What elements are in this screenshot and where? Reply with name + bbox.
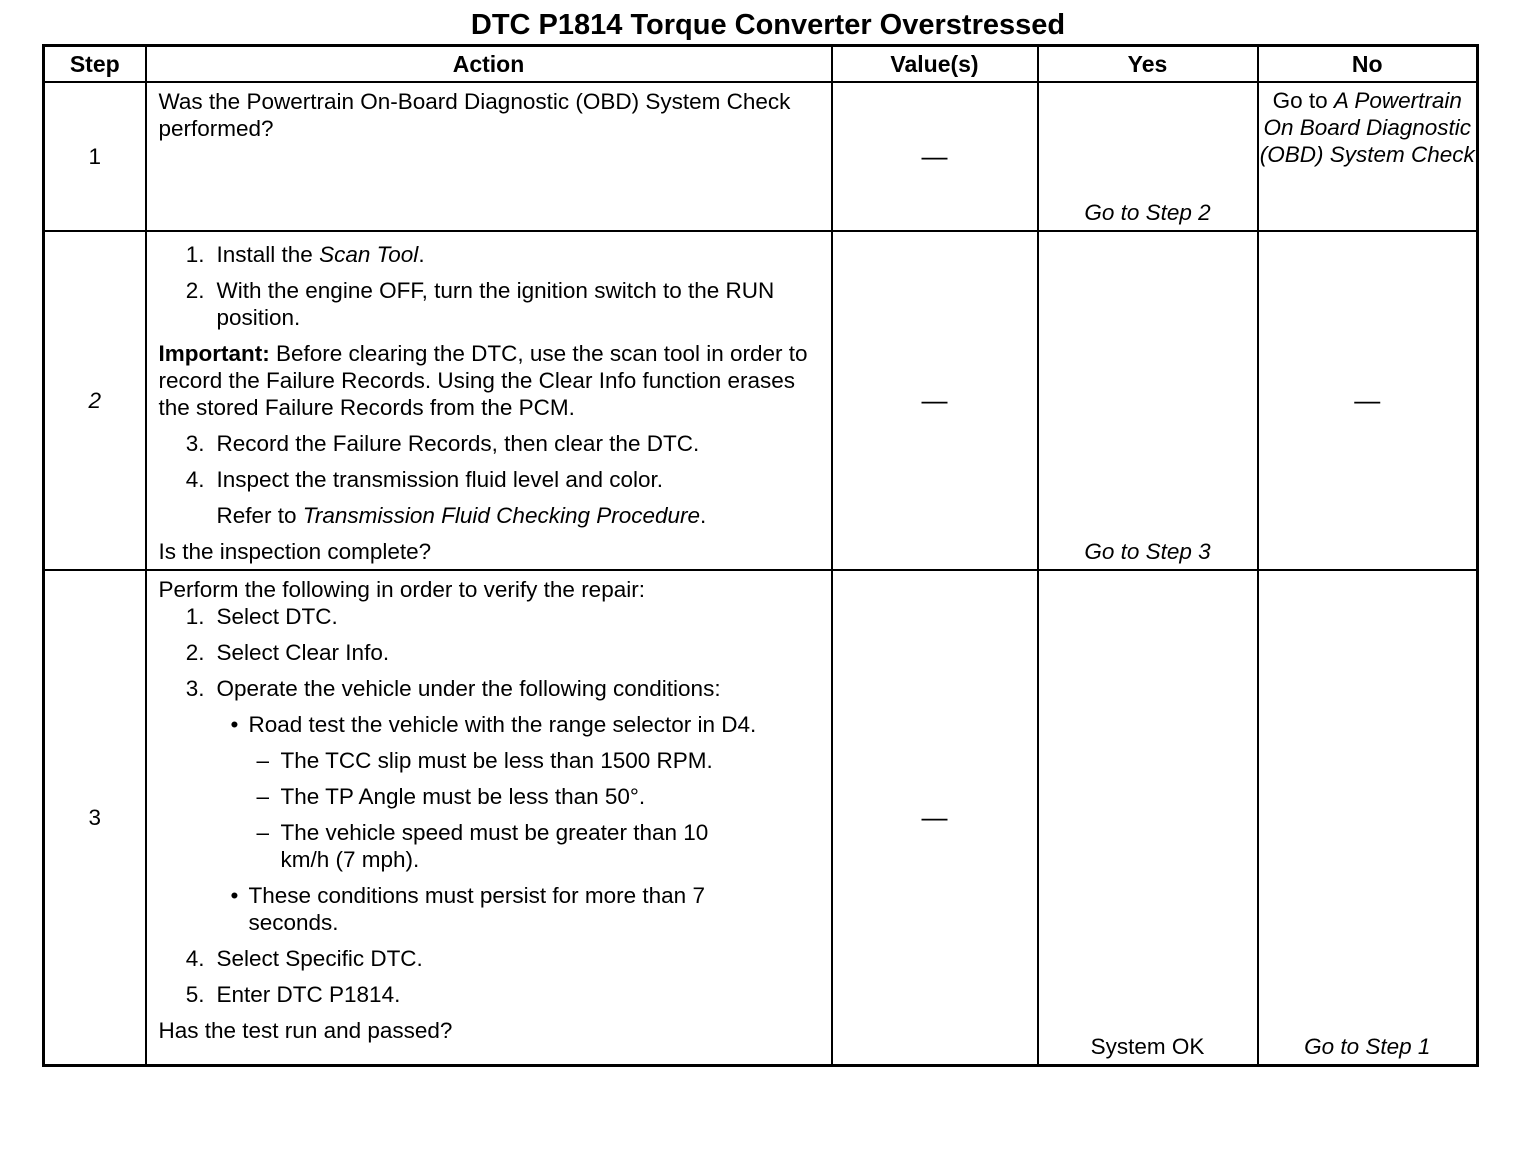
page-title: DTC P1814 Torque Converter Overstressed xyxy=(470,9,1066,41)
list-item: 2. With the engine OFF, turn the ignition switch to the RUN position. xyxy=(185,278,775,330)
value-cell: — xyxy=(832,570,1038,1066)
question-text: Is the inspection complete? xyxy=(158,539,432,564)
important-note: Important: Before clearing the DTC, use the scan tool in order to record the Failure Records. Using the Clear Info function erases the stored Failure Records from the PCM. xyxy=(158,341,808,420)
action-cell xyxy=(146,231,832,570)
no-cell: Go to Step 1 xyxy=(1258,570,1478,1066)
bullet-item: • These conditions must persist for more than 7 seconds. xyxy=(230,883,705,935)
dash-item: – The vehicle speed must be greater than 10 km/h (7 mph). xyxy=(256,820,709,872)
yes-cell: Go to Step 3 xyxy=(1038,231,1258,570)
list-item: 5. Enter DTC P1814. xyxy=(185,982,401,1007)
list-item: 1. Install the Scan Tool. xyxy=(185,242,425,267)
list-item: 4. Select Specific DTC. xyxy=(185,946,423,971)
no-cell: — xyxy=(1258,231,1478,570)
no-reference: A Powertrain On Board Diagnostic (OBD) System Check xyxy=(1259,88,1475,167)
no-cell xyxy=(1258,82,1478,231)
dash-item: – The TP Angle must be less than 50°. xyxy=(256,784,646,809)
step-number: 2 xyxy=(44,231,146,570)
action-cell xyxy=(146,82,832,231)
yes-cell: System OK xyxy=(1038,570,1258,1066)
dash-item: – The TCC slip must be less than 1500 RPM. xyxy=(256,748,713,773)
header-no: No xyxy=(1258,46,1478,83)
question-text: Has the test run and passed? xyxy=(158,1018,453,1043)
table-row-step-2 xyxy=(44,231,1478,570)
value-cell: — xyxy=(832,82,1038,231)
table-row-step-1 xyxy=(44,82,1478,231)
refer-note: Refer to Transmission Fluid Checking Procedure. xyxy=(216,503,707,528)
table-row-step-3 xyxy=(44,570,1478,1066)
action-text: Was the Powertrain On-Board Diagnostic (OBD) System Check performed? xyxy=(158,89,791,141)
list-item: 2. Select Clear Info. xyxy=(185,640,390,665)
list-item: 3. Record the Failure Records, then clear the DTC. xyxy=(185,431,700,456)
header-action: Action xyxy=(146,46,832,83)
yes-cell: Go to Step 2 xyxy=(1038,82,1258,231)
header-values: Value(s) xyxy=(832,46,1038,83)
header-row xyxy=(44,46,1478,83)
header-step: Step xyxy=(44,46,146,83)
header-yes: Yes xyxy=(1038,46,1258,83)
list-item: 4. Inspect the transmission fluid level and color. xyxy=(185,467,663,492)
value-cell: — xyxy=(832,231,1038,570)
action-cell xyxy=(146,570,832,1066)
list-item: 3. Operate the vehicle under the following conditions: xyxy=(185,676,721,701)
step-number: 1 xyxy=(44,82,146,231)
bullet-item: • Road test the vehicle with the range selector in D4. xyxy=(230,712,757,737)
step-number: 3 xyxy=(44,570,146,1066)
intro-text: Perform the following in order to verify the repair: xyxy=(158,577,645,602)
diagnostic-table xyxy=(42,44,1479,1067)
list-item: 1. Select DTC. xyxy=(185,604,338,629)
no-prefix: Go to xyxy=(1272,88,1328,113)
